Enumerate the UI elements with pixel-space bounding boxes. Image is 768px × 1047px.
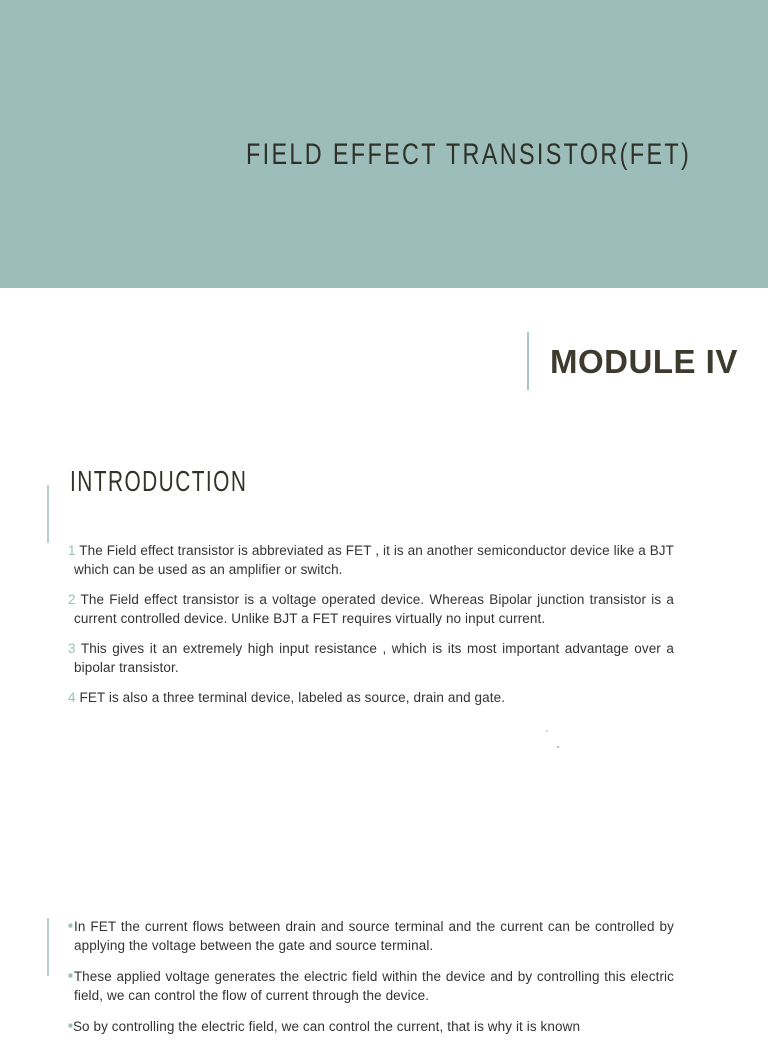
intro-list: [68, 541, 674, 718]
section-divider-body: [47, 918, 49, 976]
list-item-text: In FET the current flows between drain and source terminal and the current can be controlled by applying the voltage between the gate and source terminal.: [74, 919, 674, 953]
list-number: 4: [68, 690, 76, 705]
square-bullet-icon: ■: [68, 1021, 73, 1030]
list-item: [68, 966, 674, 1005]
list-item: [68, 916, 674, 955]
module-divider: [527, 332, 529, 390]
list-item-text: FET is also a three terminal device, labeled as source, drain and gate.: [79, 690, 506, 705]
stray-mark: [546, 730, 548, 732]
module-label: MODULE IV: [550, 343, 738, 380]
list-item: [68, 541, 674, 579]
list-item: [68, 639, 674, 677]
list-item-text: These applied voltage generates the electric field within the device and by controlling this electric field, we can control the flow of current through the device.: [73, 969, 674, 1003]
bullet-list: [68, 916, 674, 1047]
list-number: 1: [68, 543, 76, 558]
list-item-text: This gives it an extremely high input resistance , which is its most important advantage over a bipolar transistor.: [74, 641, 674, 675]
list-item: [68, 688, 674, 707]
section-heading: INTRODUCTION: [70, 466, 248, 498]
square-bullet-icon: ■: [68, 921, 75, 930]
list-item-text: The Field effect transistor is abbreviated as FET , it is an another semiconductor device like a BJT which can be used as an amplifier or switch.: [74, 543, 674, 577]
slide-title: FIELD EFFECT TRANSISTOR(FET): [246, 138, 692, 171]
stray-mark: [557, 746, 559, 748]
list-number: 2: [68, 592, 76, 607]
square-bullet-icon: ■: [68, 971, 74, 980]
list-number: 3: [68, 641, 76, 656]
section-divider-intro: [47, 485, 49, 543]
list-item-text: The Field effect transistor is a voltage operated device. Whereas Bipolar junction transistor is a current controlled device. Unlike BJT a FET requires virtually no input current.: [74, 592, 674, 626]
list-item: [68, 1016, 674, 1036]
list-item: [68, 590, 674, 628]
list-item-text: So by controlling the electric field, we can control the current, that is why it is known: [72, 1019, 581, 1034]
